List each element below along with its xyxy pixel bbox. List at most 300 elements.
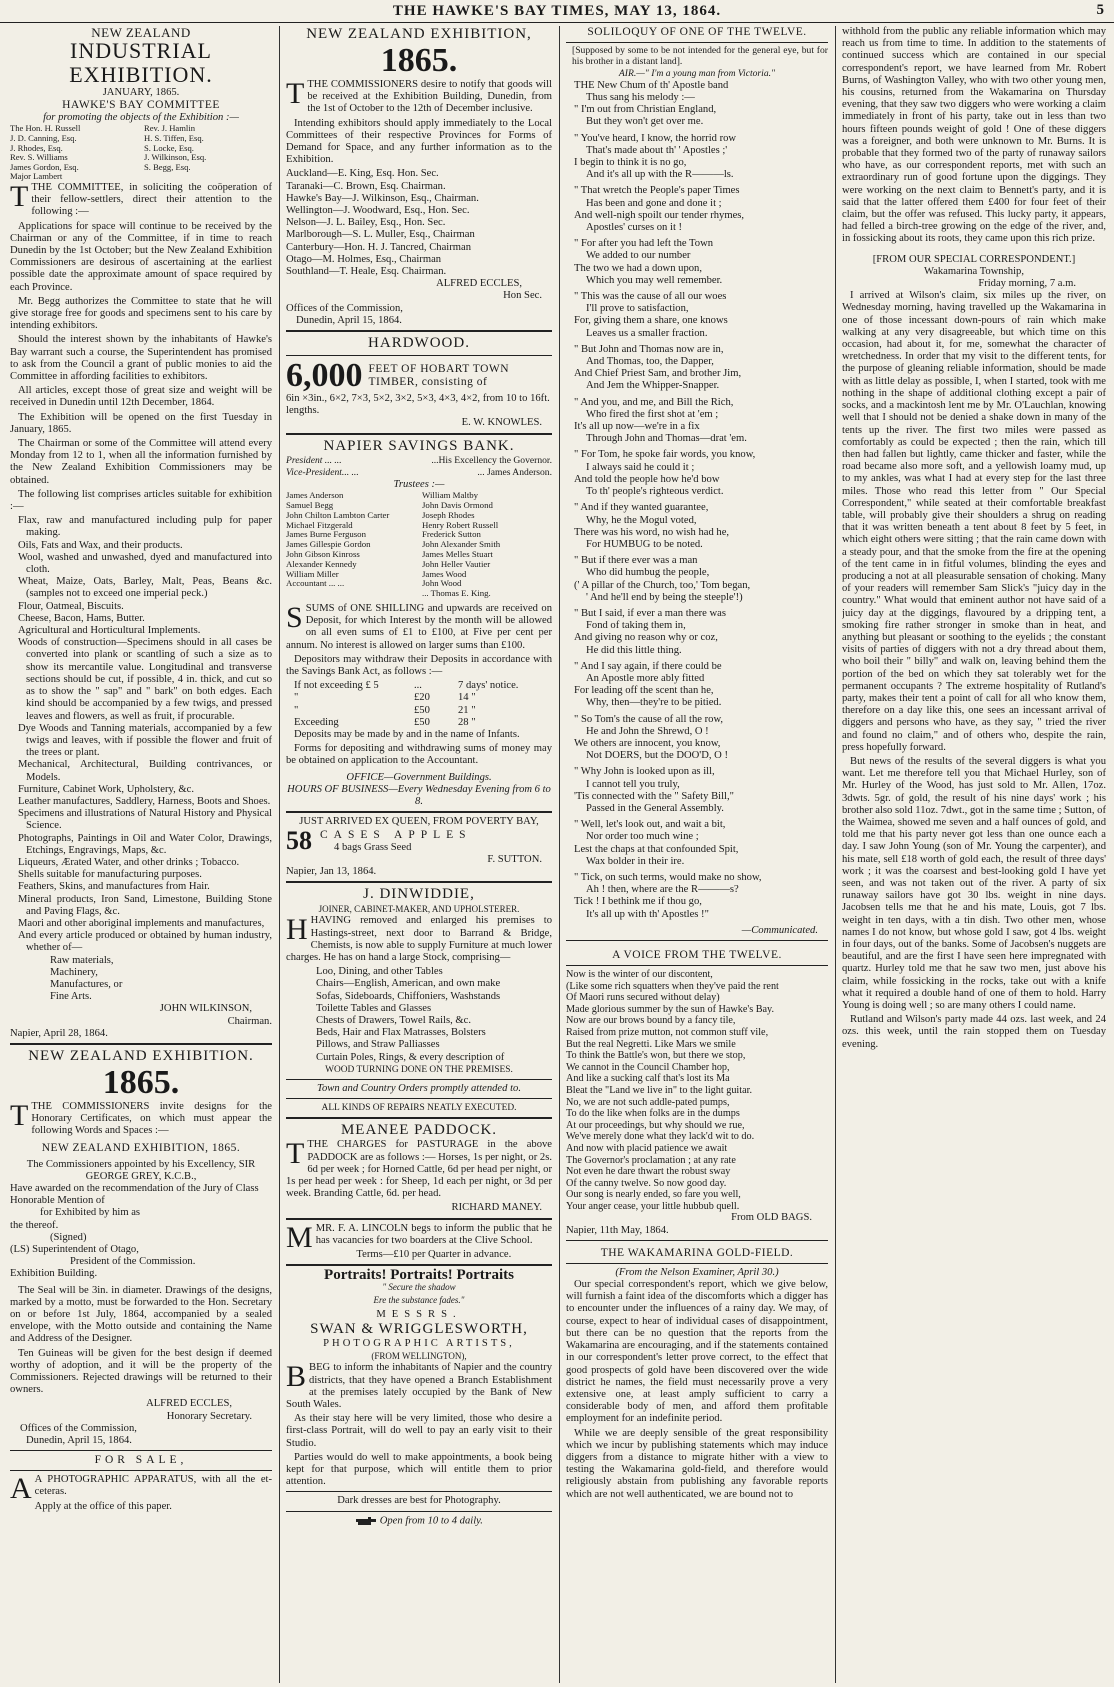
list-item: Cheese, Bacon, Hams, Butter.	[18, 612, 145, 624]
poem-line: I'll prove to satisfaction,	[586, 303, 689, 315]
poem-line: Lest the chaps at that confounded Spit,	[574, 843, 739, 855]
committee-list	[286, 168, 552, 278]
ad-paragraph: FEET OF HOBART TOWN TIMBER, consisting of	[368, 363, 510, 389]
ad-paragraph: The Seal will be 3in. in diameter. Drawings of the designs, marked by a motto, must be forwarded to the Hon. Secretary on or before 1st July, 1864, accompanied by a sealed envelope, with the Motto outside and containing the Name and Address of the Designer.	[10, 1284, 272, 1345]
office: Offices of the Commission,	[20, 1422, 137, 1434]
poem-line: The two we had a down upon,	[574, 262, 702, 274]
committee-member: J. Rhodes, Esq.	[10, 142, 63, 153]
poem-line: (' A pillar of the Church, too,' Tom began,	[574, 579, 751, 591]
committee-line: Nelson—J. L. Bailey, Esq., Hon. Sec.	[286, 217, 446, 229]
table-cell: £50	[414, 716, 430, 728]
ad-paragraph: As their stay here will be very limited, those who desire a first-class Portrait, will do well to pay an early visit to their Studio.	[286, 1413, 552, 1449]
trustee: James Burne Ferguson	[286, 529, 366, 540]
poem-line: We added to our number	[586, 250, 691, 262]
signer-title: Chairman.	[227, 1015, 272, 1027]
certificate-line: Exhibition Building.	[10, 1268, 98, 1280]
list-item: Maori and other aboriginal implements and manufactures,	[18, 917, 265, 929]
poem-title: A VOICE FROM THE TWELVE.	[612, 949, 782, 961]
list-item: Mineral products, Iron Sand, Limestone, Building Stone and Paving Flags, &c.	[18, 893, 272, 917]
trustee: Samuel Begg	[286, 500, 334, 511]
article-source: (From the Nelson Examiner, April 30.)	[615, 1266, 779, 1278]
place-date: Napier, Jan 13, 1864.	[286, 865, 377, 877]
certificate-line: The Commissioners appointed by his Excellency, SIR GEORGE GREY, K.C.B.,	[26, 1158, 256, 1182]
trustee: Henry Robert Russell	[422, 519, 499, 530]
trustee: John Alexander Smith	[422, 539, 501, 550]
trustee: James Melles Stuart	[422, 549, 493, 560]
committee-line: Auckland—E. King, Esq. Hon. Sec.	[286, 168, 439, 180]
poem-line: For, giving them a share, one knows	[574, 315, 728, 327]
ad-paragraph: MESSRS.	[376, 1308, 462, 1320]
poem-stanza	[566, 291, 828, 340]
poem-line: " So Tom's the cause of all the row,	[574, 713, 724, 725]
poem-line: 'Tis connected with the " Safety Bill,"	[574, 790, 734, 802]
ad-paragraph: THE COMMISSIONERS invite designs for the Honorary Certificates, on which must appear the following Words and Spaces :—	[31, 1100, 272, 1137]
poem-line: Which you may well remember.	[586, 274, 723, 286]
ad-subheading: PHOTOGRAPHIC ARTISTS,	[323, 1338, 515, 1349]
poem-line: " You've heard, I know, the horrid row	[574, 132, 737, 144]
signer: JOHN WILKINSON,	[159, 1003, 252, 1015]
poem-line: And Jem the Whipper-Snapper.	[586, 380, 720, 392]
newspaper-title: THE HAWKE'S BAY TIMES, MAY 13, 1864.	[392, 3, 722, 19]
table-row	[294, 680, 552, 692]
poem-line: We others are innocent, you know,	[574, 737, 721, 749]
label: President ... ...	[286, 454, 342, 466]
poem-line: No, we are not such addle-pated pumps,	[566, 1096, 730, 1108]
column-rule	[279, 26, 280, 1683]
signer: ALFRED ECCLES,	[436, 278, 522, 290]
list-item: Machinery,	[50, 966, 98, 978]
ad-heading: JUST ARRIVED EX QUEEN, FROM POVERTY BAY,	[299, 816, 539, 828]
stock-list	[286, 966, 552, 1064]
ad-year: 1865.	[102, 1063, 180, 1101]
poem-line: I begin to think it is no go,	[574, 157, 687, 169]
poem-line: " This was the cause of all our woes	[574, 291, 727, 303]
poem-line: He and John the Shrewd, O !	[586, 725, 709, 737]
poem-line: There was his word, no wish had he,	[574, 526, 730, 538]
stock-item: Beds, Hair and Flax Matrasses, Bolsters	[316, 1027, 486, 1039]
table-row	[294, 705, 552, 717]
list-item: Mechanical, Architectural, Building contrivances, or Models.	[18, 759, 272, 783]
ad-date: JANUARY, 1865.	[102, 87, 180, 98]
poem-line: " But John and Thomas now are in,	[574, 343, 724, 355]
committee-line: Marlborough—S. L. Muller, Esq., Chairman	[286, 229, 475, 241]
poem-air: AIR.—" I'm a young man from Victoria."	[618, 67, 776, 79]
signer: F. SUTTON.	[487, 853, 542, 865]
trustee: William Miller	[286, 568, 339, 579]
poem-line: Now are our brows bound by a fancy tile,	[566, 1015, 736, 1027]
stock-item: Toilette Tables and Glasses	[316, 1002, 432, 1014]
list-item: Shells suitable for manufacturing purposes.	[18, 869, 202, 881]
certificate-line: for Exhibited by him as	[40, 1207, 141, 1219]
firm-name: SWAN & WRIGGLESWORTH,	[310, 1321, 528, 1337]
table-cell: 21 "	[458, 704, 476, 716]
dispatch-place: Wakamarina Township,	[923, 265, 1024, 277]
poem-line: For HUMBUG to be noted.	[586, 538, 703, 550]
committee-line: Canterbury—Hon. H. J. Tancred, Chairman	[286, 241, 471, 253]
stock-item: Chests of Drawers, Towel Rails, &c.	[316, 1014, 472, 1026]
committee-member: J. D. Canning, Esq.	[10, 133, 77, 143]
poem-line: Apostles' curses on it !	[586, 222, 683, 234]
ad-paragraph: Applications for space will continue to be received by the Chairman or any of the Committee, if in time to reach Dunedin by the 1st October; but the New Zealand Exhibition Commissioners are desirous of ascertaining at the earliest possible date the approximate amount of space required by each Province.	[10, 220, 272, 293]
trustee: Accountant ... ...	[286, 578, 345, 589]
ad-quote: Ere the substance fades."	[373, 1294, 465, 1305]
poem-line: Why, then—they're to be pitied.	[586, 697, 722, 709]
ad-heading: J. DINWIDDIE,	[363, 886, 475, 903]
column-4	[842, 26, 1106, 1683]
poem-stanza	[566, 819, 828, 868]
poem-line: But the real Negretti. Like Mars we smile	[566, 1038, 736, 1050]
stock-item: Loo, Dining, and other Tables	[316, 966, 443, 978]
table-cell: 7 days' notice.	[458, 680, 519, 692]
column-rule	[835, 26, 836, 1683]
list-item: Flax, raw and manufactured including pulp for paper making.	[18, 515, 272, 539]
table-cell: 14 "	[458, 692, 476, 704]
ad-paragraph: BEG to inform the inhabitants of Napier and the country districts, that they have opened a Branch Establishment at the premises lately occupied by the Bank of New South Wales.	[286, 1362, 552, 1411]
poem-line: " Tick, on such terms, would make no show,	[574, 871, 762, 883]
trustee: ... Thomas E. King.	[422, 588, 491, 599]
list-item: Leather manufactures, Saddlery, Harness, Boots and Shoes.	[18, 795, 271, 807]
committee-line: Wellington—J. Woodward, Esq., Hon. Sec.	[286, 205, 470, 217]
ad-paragraph: Intending exhibitors should apply immediately to the Local Committees of their respective Provinces for Forms of Demand for Space, and any further information as to the Exhibition.	[286, 117, 552, 166]
poem-line: Ah ! then, where are the R———s?	[586, 884, 739, 896]
value: ...His Excellency the Governor.	[431, 454, 552, 466]
signer-title: Honorary Secretary.	[166, 1410, 252, 1422]
committee-line: Hawke's Bay—J. Wilkinson, Esq., Chairman.	[286, 192, 479, 204]
place-date: Dunedin, April 15, 1864.	[26, 1435, 132, 1447]
committee-member: S. Begg, Esq.	[144, 161, 191, 172]
list-item: Fine Arts.	[50, 991, 92, 1003]
committee-member: The Hon. H. Russell	[10, 123, 81, 134]
signer: ALFRED ECCLES,	[146, 1398, 232, 1410]
list-item: Oils, Fats and Wax, and their products.	[18, 539, 183, 551]
poem-line: And now with placid patience we await	[566, 1142, 728, 1154]
poem-line: " But I said, if ever a man there was	[574, 607, 726, 619]
table-cell: "	[294, 704, 299, 716]
table-row	[294, 692, 552, 704]
stock-item: Chairs—English, American, and own make	[316, 978, 501, 990]
poem-line: Through John and Thomas—drat 'em.	[586, 433, 747, 445]
trustee: William Maltby	[422, 490, 479, 501]
poem-line: Not DOERS, but the DOO'D, O !	[586, 750, 728, 762]
dispatch-time: Friday morning, 7 a.m.	[978, 278, 1076, 290]
place-date: Dunedin, April 15, 1864.	[296, 314, 402, 326]
ad-paragraph: THE CHARGES for PASTURAGE in the above PADDOCK are as follows :— Horses, 1s per night, or 2s. 6d per week ; for Horned Cattle, 6d per head per night, or 1s per head per week : for Sheep, 1d each per night, or 3d per week. Branding Cattle, 6d. per head.	[286, 1139, 552, 1200]
poem-line: And told the people how he'd bow	[574, 473, 720, 485]
trustee: James Anderson	[286, 490, 344, 501]
ad-paragraph: The Exhibition will be opened on the first Tuesday in January, 1865.	[10, 411, 272, 435]
office: OFFICE—Government Buildings.	[346, 771, 492, 783]
list-item: Manufactures, or	[50, 978, 123, 990]
certificate-line: (Signed)	[50, 1231, 87, 1243]
ad-paragraph: HAVING removed and enlarged his premises to Hastings-street, next door to Barrand & Bridge, Chemists, is now able to supply Furniture at much lower charges. He has on hand a large Stock, comprising—	[286, 915, 552, 963]
poem-line: Why, he the Mogul voted,	[586, 514, 697, 526]
poem-line: THE New Chum of th' Apostle band	[574, 79, 729, 91]
list-item: Feathers, Skins, and manufactures from Hair.	[18, 881, 210, 893]
trustee: Frederick Sutton	[422, 529, 481, 540]
poem-body	[566, 969, 828, 1212]
poem-sign: —Communicated.	[741, 924, 818, 936]
poem-stanza	[566, 608, 828, 657]
poem-line: And well-nigh spoilt our tender rhymes,	[574, 209, 745, 221]
ad-paragraph: ALL KINDS OF REPAIRS NEATLY EXECUTED.	[321, 1103, 517, 1114]
stock-item: Pillows, and Straw Palliasses	[316, 1039, 440, 1051]
poem-stanza	[566, 397, 828, 446]
certificate-line: President of the Commission.	[70, 1256, 196, 1268]
poem-line: It's all up with th' Apostles !"	[586, 908, 709, 920]
poem-stanza	[566, 80, 828, 129]
stock-item: Sofas, Sideboards, Chiffoniers, Washstands	[316, 990, 501, 1002]
poem-line: " For Tom, he spoke fair words, you know,	[574, 449, 756, 461]
poem-line: Bleat the "Land we live in" to the light guitar.	[566, 1084, 752, 1096]
ad-paragraph: Deposits may be made by and in the name of Infants.	[294, 729, 520, 741]
table-cell: £50	[414, 704, 430, 716]
list-item: And every article produced or obtained by human industry, whether of—	[18, 930, 272, 954]
poem-line: Wax bolder in their ire.	[586, 855, 685, 867]
stock-item: Curtain Poles, Rings, & every description of	[316, 1051, 505, 1063]
trustee: Michael Fitzgerald	[286, 519, 353, 530]
article-paragraph: I arrived at Wilson's claim, six miles up the river, on Wednesday morning, having travelled up the Wakamarina in one of those incessant down-pours of rain which make walking at any very disagreeable, but which time on this occasion, had about it, for me, somewhat the character of wretchedness. In order that my visit to the different tents, for the purpose of gleaning reliable information, should be made with as little delay as possible, I, when I started, took with me nothing in the shape of additional clothing except a pair of socks, and a mackintosh lent me by Mr. O'Lauchlan, knowing well that I should not be denied a shake down in many of the tents up the river. The first two miles were passed as comfortably as could be expected ; then the rain, which till then had fallen but lightly, came thicker and faster, while the road became also more soft, and a yellowish loamy mud, up to my ankles, was what I had at every step for the last three miles. Those who read this letter from " Our Special Correspondent," while seated at their comfortable breakfast table, will probably give their shoulders a shrug on reading that it was written beneath a tent about 8 feet by 5 feet, in which eight others were sitting ; that the rain came down with a steady pour, and that the smoke from the fire at the opening of the tent came in in fitful volumes, blinding the eyes and producing a not at all pleasurable sensation of choking. Many of your readers will remember Sam Slick's "juicy day in the country." What would that eminent author not have said of a juicy day at the diggings, flavoured by a dripping tent, a smoking fire rather stronger in smoke than in heat, and anything but pleasant or soothing to the eyelids ; the constant visits of parties of diggers with not a dry thread about them, who boil their " billy" and walk on, leaving behind them the portion of the bed on which they sat tolerably wet for the permanent occupants ? The extreme hospitality of Rutland's party, makes their tent a point of call for all who know them, therefore on a day like this, one sees an incessant arrival of diggers and persons who have, as they say, " tried the river and found no claim," and of others who, despite the rain, press hopefully forward.	[842, 290, 1106, 753]
list-item: Wool, washed and unwashed, dyed and manufactured into cloth.	[18, 551, 272, 576]
trustee: Joseph Rhodes	[422, 509, 475, 520]
poem-line: I always said he could it ;	[586, 461, 695, 473]
table-cell: If not exceeding £ 5	[294, 680, 379, 692]
poem-line: " And I say again, if there could be	[574, 660, 722, 672]
poem-line: Has been and gone and done it ;	[586, 197, 722, 209]
poem-line: " And if they wanted guarantee,	[574, 502, 709, 514]
ad-paragraph: All articles, except those of great size and weight will be received in Dunedin until 12th December, 1864.	[10, 385, 272, 409]
poem-stanza	[566, 185, 828, 234]
committee-member: S. Locke, Esq.	[144, 142, 194, 153]
article-paragraph: withhold from the public any reliable information which may reach us from time to time. In addition to the statements of continued success which are contained in our special correspondent's report, we have learned from Mr. Robert Burns, of Washington Valley, who with two other young men, his cousins, returned from the Wakamarina on Thursday evening, that they saw two diggers who were working a claim immediately in front of his party, take out in less than two hours fifteen pounds weight of gold ! One of these diggers was a foreigner, and both were unknown to Mr. Burns. It is probable that they formed two of the party of runaway sailors who have, as our correspondent reports, met with such an extraordinary run of good fortune upon the diggings. They were working on the next claim to Bennett's party, and it is said that the latter offered them £400 for four feet of their claim, but the offer was refused. This lucky party, it appears, had felled a birch-tree growing on the edge of the river, and, in fossicking about its roots, they came upon this rich prize.	[842, 26, 1106, 245]
poem-stanza	[566, 133, 828, 182]
poem-line: Who did humbug the people,	[586, 567, 710, 579]
table-cell: ...	[414, 680, 422, 692]
ad-heading: FOR SALE,	[94, 1454, 188, 1467]
committee-member: H. S. Tiffen, Esq.	[144, 133, 204, 143]
table-cell: Exceeding	[294, 716, 339, 728]
ad-paragraph: Ten Guineas will be given for the best design if deemed worthy of adoption, and it will be the property of the Commissioners. Rejected drawings will be returned to their owners.	[10, 1347, 272, 1396]
list-item: Flour, Oatmeal, Biscuits.	[18, 600, 124, 612]
poem-stanza	[566, 766, 828, 815]
committee-member: Rev. J. Hamlin	[144, 123, 195, 134]
committee-title: HAWKE'S BAY COMMITTEE	[62, 99, 220, 112]
ad-paragraph: Forms for depositing and withdrawing sums of money may be obtained on application to the Accountant.	[286, 743, 552, 767]
trustee: Alexander Kennedy	[286, 558, 357, 569]
poem-line: It's all up now—we're in a fix	[574, 421, 700, 433]
ad-paragraph: THE COMMISSIONERS desire to notify that goods will be received at the Exhibition Building, Dunedin, from the 1st of October to the 12th of December inclusive.	[307, 79, 552, 115]
signer: RICHARD MANEY.	[451, 1202, 542, 1214]
poem-line: We cannot in the Council Chamber hop,	[566, 1061, 730, 1073]
certificate-line: the thereof.	[10, 1219, 59, 1231]
poem-line: And Thomas, too, the Dapper,	[586, 356, 714, 368]
poem-line: Passed in the General Assembly.	[586, 802, 724, 814]
ad-subheading: JOINER, CABINET-MAKER, AND UPHOLSTERER.	[318, 904, 520, 915]
ad-quote: " Secure the shadow	[382, 1282, 456, 1293]
poem-stanza	[566, 872, 828, 921]
list-item: Dye Woods and Tanning materials, accompanied by a few twigs and leaves, with if possible the flower and fruit of the trees or plant.	[18, 722, 272, 759]
committee-members	[10, 124, 272, 182]
article-paragraph: Rutland and Wilson's party made 44 ozs. last week, and 24 ozs. this week, until the rain stopped them on Tuesday evening.	[842, 1014, 1106, 1050]
trustee: John Chilton Lambton Carter	[286, 509, 390, 520]
certificate-line: Have awarded on the recommendation of the Jury of Class Honorable Mention of	[10, 1183, 259, 1207]
poem-line: " I'm out from Christian England,	[574, 104, 717, 116]
poem-line: Not even he dare thwart the robust sway	[566, 1166, 731, 1178]
poem-line: But they won't get over me.	[586, 116, 704, 128]
poem-line: An Apostle more ably fitted	[586, 672, 705, 684]
page-number: 5	[1096, 2, 1104, 18]
ad-paragraph: The Chairman or some of the Committee will attend every Monday from 12 to 1, when all the information furnished by the New Zealand Exhibition Commissioners may be obtained.	[10, 438, 272, 486]
list-item: Woods of construction—Specimens should in all cases be converted into plank or scantling of such a size as to show its mercantile value. Longitudinal and transverse sections should be cut, if possible, 4 in. thick, and cut so as to show the " sap" and " bark" on both edges. Each kind should be accompanied by a few twigs, and pressed leaves and flowers, as well as fruit, if procurable.	[18, 637, 272, 722]
ad-footer: Apply at the office of this paper.	[34, 1500, 172, 1512]
notice-table	[286, 680, 552, 729]
poem-line: Who fired the first shot at 'em ;	[586, 408, 719, 420]
ad-paragraph: Terms—£10 per Quarter in advance.	[356, 1248, 512, 1260]
ad-heading: MEANEE PADDOCK.	[340, 1122, 498, 1139]
poem-line: (Like some rich squatters when they've paid the rent	[566, 980, 779, 992]
committee-line: Otago—M. Holmes, Esq., Chairman	[286, 253, 442, 265]
poem-line: " That wretch the People's paper Times	[574, 185, 740, 197]
poem-line: " But if there ever was a man	[574, 555, 698, 567]
trustee: John Wood	[422, 578, 462, 589]
poem-line: Raised from prize mutton, not common stuff vile,	[566, 1026, 769, 1038]
list-item: Photographs, Paintings in Oil and Water Color, Drawings, Etchings, Engravings, Maps, &c.	[18, 832, 272, 856]
poem-line: " And you, and me, and Bill the Rich,	[574, 396, 734, 408]
trustee: John Davis Ormond	[422, 500, 493, 511]
poem-line: Your anger cease, your little hubbub quell.	[566, 1200, 740, 1212]
ad-paragraph: The following list comprises articles suitable for exhibition :—	[10, 488, 272, 513]
value: ... James Anderson.	[477, 466, 552, 478]
poem-line: And it's all up with the R———ls.	[586, 169, 734, 181]
poem-line: For leading off the scent than he,	[574, 685, 714, 697]
trustee: James Gillespie Gordon	[286, 539, 371, 550]
place-date: Napier, April 28, 1864.	[10, 1027, 108, 1039]
signer: E. W. KNOWLES.	[461, 417, 542, 429]
poem-note: [Supposed by some to be not intended for the general eye, but for his brother in a distant land].	[572, 45, 828, 67]
ad-paragraph: Should the interest shown by the inhabitants of Hawke's Bay warrant such a course, the Superintendent has promised to ask from the Council a grant of public monies to aid the Committee in affording facilities to exhibitors.	[10, 334, 272, 383]
trustee: John Gibson Kinross	[286, 549, 360, 560]
ad-paragraph: CASES APPLES	[320, 828, 472, 841]
poem-line: " For after you had left the Town	[574, 238, 714, 250]
committee-member: Major Lambert	[10, 171, 63, 182]
poem-stanza	[566, 714, 828, 763]
timber-quantity: 6,000	[286, 357, 363, 395]
ad-heading: NEW ZEALAND	[91, 26, 191, 40]
ad-paragraph: MR. F. A. LINCOLN begs to inform the public that he has vacancies for two boarders at the Clive School.	[315, 1222, 552, 1246]
poem-line: I cannot tell you truly,	[586, 778, 680, 790]
poem-stanza	[566, 555, 828, 604]
poem-line: Of the canny twelve. So now good day.	[566, 1177, 727, 1189]
exhibit-list	[10, 515, 272, 954]
committee-member: James Gordon, Esq.	[10, 161, 79, 172]
poem-line: Nor order too much wine ;	[586, 831, 699, 843]
poem-line: He did this little thing.	[586, 644, 682, 656]
ad-subheading: NEW ZEALAND EXHIBITION, 1865.	[41, 1141, 241, 1154]
list-item: Raw materials,	[50, 954, 114, 966]
list-item: Wheat, Maize, Oats, Barley, Malt, Peas, Beans &c. (samples not to exceed one imperial peck.)	[18, 576, 272, 600]
certificate-line: (LS) Superintendent of Otago,	[10, 1244, 139, 1256]
masthead	[0, 0, 1114, 23]
ad-heading: NEW ZEALAND EXHIBITION.	[28, 1047, 254, 1064]
poem-line: And like a sucking calf that's lost its Ma	[566, 1073, 730, 1085]
ad-paragraph: Dark dresses are best for Photography.	[337, 1495, 501, 1507]
poem-line: Tick ! I bethink me if thou go,	[574, 896, 702, 908]
poem-line: To think the Battle's won, but there we stop,	[566, 1050, 746, 1062]
poem-line: To do the like when folks are in the dumps	[566, 1108, 740, 1120]
ad-paragraph: 4 bags Grass Seed	[334, 841, 412, 853]
poem-line: Fond of taking them in,	[586, 620, 686, 632]
poem-line: To th' people's righteous verdict.	[586, 486, 724, 498]
ad-paragraph: Town and Country Orders promptly attended to.	[317, 1082, 521, 1094]
label: Vice-President... ...	[286, 466, 359, 478]
column-2: NEW ZEALAND EXHIBITION, 1865. TTHE COMMISSIONERS desire to notify that goods will be received at the Exhibition Building, Dunedin, from the 1st of October to the 12th of December inclusive. Intending exhibitors should apply immediately to the Local Committees of their respective Provinces for Forms of Demand for Space, and any further information as to the Exhibition. Auckland—E. King, Esq. Hon. Sec. Taranaki—C. Brown, Esq. Chairman. Hawke's Bay—J. Wilkinson, Esq., Chairman. Wellington—J. Woodward, Esq., Hon. Sec. Nelson—J. L. Bailey, Esq., Hon. Sec. Marlborough—S. L. Muller, Esq., Chairman Canterbury—Hon. H. J. Tancred, Chairman Otago—M. Holmes, Esq., Chairman Southland—T. Heale, Esq. Chairman. ALFRED ECCLES, Hon Sec. Offices of the Commission, Dunedin, April 15, 1864. HARDWOOD. 6,000 FEET OF HOBART TOWN TIMBER, consisting of 6in ×3in., 6×2, 7×3, 5×2, 3×2, 5×3, 4×3, 4×2, from 10 to 16ft. lengths. E. W. KNOWLES. NAPIER SAVINGS BANK. President ... ... ...His Excellency the Governor. Vice-President... ... ... James Anderson. Trustees :— James Anderson Samuel Begg John Chilton Lambton Carter Michael Fitzgerald James Burne Ferguson James Gillespie Gordon John Gibson Kinross Alexander Kennedy William Miller Accountant ... ... William Maltby John Davis Ormond Joseph Rhodes Henry Robert Russell Frederick Sutton John Alexander Smith James Melles Stuart John Heller Vautier James Wood John Wood ... Thomas E. King. SSUMS of ONE SHILLING and upwards are received on Deposit, for which Interest by the month will be allowed on all even sums of £1 to £100, at Five per cent per annum. No interest is allowed on larger sums than £100. Depositors may withdraw their Deposits in accordance with the Savings Bank Act, as follows :— If not exceeding £ 5 ... 7 days' notice. " £20 14 " " £50 21 " Exceeding £50 28 " Deposits may be made by and in the name of Infants. Forms for depositing and withdrawing sums of money may be obtained on application to the Accountant. OFFICE—Government Buildings. HOURS OF BUSINESS—Every Wednesday Evening from 6 to 8. JUST ARRIVED EX QUEEN, FROM POVERTY BAY, 58 CASES APPLES 4 bags Grass Seed F. SUTTON. Napier, Jan 13, 1864. J. DINWIDDIE, JOINER, CABINET-MAKER, AND UPHOLSTERER. HHAVING removed and enlarged his premises to Hastings-street, next door to Barrand & Bridge, Chemists, is now able to supply Furniture at much lower charges. He has on hand a large Stock, comprising— Loo, Dining, and other Tables Chairs—English, American, and own make Sofas, Sideboards, Chiffoniers, Washstands Toilette Tables and Glasses Chests of Drawers, Towel Rails, &c. Beds, Hair and Flax Matrasses, Bolsters Pillows, and Straw Palliasses Curtain Poles, Rings, & every description of WOOD TURNING DONE ON THE PREMISES. Town and Country Orders promptly attended to. ALL KINDS OF REPAIRS NEATLY EXECUTED. MEANEE PADDOCK. TTHE CHARGES for PASTURAGE in the above PADDOCK are as follows :— Horses, 1s per night, or 2s. 6d per week ; for Horned Cattle, 6d per head per night, or 1s per head per week : for Sheep, 1d each per night, or 3d per week. Branding Cattle, 6d. per head. RICHARD MANEY. MMR. F. A. LINCOLN begs to inform the public that he has vacancies for two boarders at the Clive School. Terms—£10 per Quarter in advance. Portraits! Portraits! Portraits " Secure the shadow Ere the substance fades." MESSRS. SWAN & WRIGGLESWORTH, PHOTOGRAPHIC ARTISTS, (FROM WELLINGTON), BBEG to inform the inhabitants of Napier and the country districts, that they have opened a Branch Establishment at the premises lately occupied by the Bank of New South Wales. As their stay here will be very limited, those who desire a first-class Portrait, will do well to pay an early visit to their Studio. Parties would do well to make appointments, a book being kept for that purpose, which will entitle them to prior attention. Dark dresses are best for Photography. Open from 10 to 4 daily.	[286, 26, 552, 1527]
article-title: THE WAKAMARINA GOLD-FIELD.	[600, 1246, 794, 1259]
poem-line: Now is the winter of our discontent,	[566, 969, 713, 980]
article-paragraph: Our special correspondent's report, which we give below, will furnish a faint idea of the discomforts which a digger has to encounter under the influences of a rainy day. We may, of course, expect to hear of individual cases of disappointment, but there can be no question that the reports from the Wakamarina are encouraging, and if the statements contained in our correspondent's letter prove correct, to the effect that good prospects of gold have been discovered over the wide district he names, the field must necessarily prove a very extensive one, at least amply sufficient to carry a considerable body of men, and afford them profitable employment for an indefinite period.	[566, 1279, 828, 1425]
poem-line: Leaves us a smaller fraction.	[586, 327, 708, 339]
ad-year: 1865.	[380, 42, 458, 79]
office: Offices of the Commission,	[286, 302, 403, 314]
ad-heading: HARDWOOD.	[368, 335, 470, 352]
poem-sign: From OLD BAGS.	[731, 1212, 812, 1224]
article-paragraph: While we are deeply sensible of the great responsibility which we incur by publishing statements which may induce diggers from a distance to migrate hither with a view to testing the Wakamarina gold-field, and therefore would religiously abstain from publishing any favorable reports which are not well authenticated, we are bound not to	[566, 1427, 828, 1500]
column-rule	[559, 26, 560, 1683]
poem-line: We've merely done what they lack'd wit to do.	[566, 1131, 755, 1143]
ad-paragraph: THE COMMITTEE, in soliciting the coöperation of their fellow-settlers, direct their attention to the following :—	[31, 181, 272, 218]
list-item: Liqueurs, Ærated Water, and other drinks ; Tobacco.	[18, 856, 240, 868]
poem-stanza	[566, 344, 828, 393]
committee-line: Taranaki—C. Brown, Esq. Chairman.	[286, 180, 446, 192]
ad-subheading: (FROM WELLINGTON),	[371, 1351, 467, 1362]
table-cell: £20	[414, 692, 430, 704]
list-item: Furniture, Cabinet Work, Upholstery, &c.	[18, 783, 194, 795]
committee-line: Southland—T. Heale, Esq. Chairman.	[286, 266, 447, 278]
poem-line: And giving no reason why or coz,	[574, 632, 718, 644]
case-count: 58	[286, 826, 312, 855]
ad-paragraph: Depositors may withdraw their Deposits in accordance with the Savings Bank Act, as follows :—	[286, 653, 552, 678]
poem-line: Made glorious summer by the sun of Hawke's Bay.	[566, 1003, 775, 1015]
trustee: John Heller Vautier	[422, 558, 491, 569]
poem-line: " Well, let's look out, and wait a bit,	[574, 819, 726, 831]
column-1: NEW ZEALAND INDUSTRIAL EXHIBITION. JANUARY, 1865. HAWKE'S BAY COMMITTEE for promoting the objects of the Exhibition :— The Hon. H. Russell J. D. Canning, Esq. J. Rhodes, Esq. Rev. S. Williams James Gordon, Esq. Major Lambert Rev. J. Hamlin H. S. Tiffen, Esq. S. Locke, Esq. J. Wilkinson, Esq. S. Begg, Esq. TTHE COMMITTEE, in soliciting the coöperation of their fellow-settlers, direct their attention to the following :— Applications for space will continue to be received by the Chairman or any of the Committee, if in time to reach Dunedin by the 1st October; but the New Zealand Exhibition Commissioners are desirous of ascertaining at the earliest possible date the approximate amount of space required by each Province. Mr. Begg authorizes the Committee to state that he will give storage free for goods and specimens sent to his care by intending exhibitors. Should the interest shown by the inhabitants of Hawke's Bay warrant such a course, the Superintendent has promised to ask from the Council a grant of public monies to aid the Committee in affording facilities to exhibitors. All articles, except those of great size and weight will be received in Dunedin until 12th December, 1864. The Exhibition will be opened on the first Tuesday in January, 1865. The Chairman or some of the Committee will attend every Monday from 12 to 1, when all the information furnished by the New Zealand Exhibition Commissioners may be obtained. The following list comprises articles suitable for exhibition :— Flax, raw and manufactured including pulp for paper making. Oils, Fats and Wax, and their products. Wool, washed and unwashed, dyed and manufactured into cloth. Wheat, Maize, Oats, Barley, Malt, Peas, Beans &c. (samples not to exceed one imperial peck.) Flour, Oatmeal, Biscuits. Cheese, Bacon, Hams, Butter. Agricultural and Horticultural Implements. Woods of construction—Specimens should in all cases be converted into plank or scantling of such a size as to show its mercantile value. Longitudinal and transverse sections should be cut, if possible, 4 in. thick, and cut so as to show the " sap" and " bark" on both edges. Each kind should be accompanied by a few twigs, and pressed leaves and flowers, as well as fruit, if procurable. Dye Woods and Tanning materials, accompanied by a few twigs and leaves, with if possible the flower and fruit of the trees or plant. Mechanical, Architectural, Building contrivances, or Models. Furniture, Cabinet Work, Upholstery, &c. Leather manufactures, Saddlery, Harness, Boots and Shoes. Specimens and illustrations of Natural History and Physical Science. Photographs, Paintings in Oil and Water Color, Drawings, Etchings, Engravings, Maps, &c. Liqueurs, Ærated Water, and other drinks ; Tobacco. Shells suitable for manufacturing purposes. Feathers, Skins, and manufactures from Hair. Mineral products, Iron Sand, Limestone, Building Stone and Paving Flags, &c. Maori and other aboriginal implements and manufactures, And every article produced or obtained by human industry, whether of— Raw materials, Machinery, Manufactures, or Fine Arts. JOHN WILKINSON, Chairman. Napier, April 28, 1864. NEW ZEALAND EXHIBITION. 1865. TTHE COMMISSIONERS invite designs for the Honorary Certificates, on which must appear the following Words and Spaces :— NEW ZEALAND EXHIBITION, 1865. The Commissioners appointed by his Excellency, SIR GEORGE GREY, K.C.B., Have awarded on the recommendation of the Jury of Class Honorable Mention of for Exhibited by him as the thereof. (Signed) (LS) Superintendent of Otago, President of the Commission. Exhibition Building. The Seal will be 3in. in diameter. Drawings of the designs, marked by a motto, must be forwarded to the Hon. Secretary on or before 1st July, 1864, accompanied by a sealed envelope, with the Motto outside and containing the Name and Address of the Designer. Ten Guineas will be given for the best design if deemed worthy of adoption, and it will be the property of the Commissioners. Rejected drawings will be returned to their owners. ALFRED ECCLES, Honorary Secretary. Offices of the Commission, Dunedin, April 15, 1864. FOR SALE, A A PHOTOGRAPHIC APPARATUS, with all the et-ceteras. Apply at the office of this paper.	[10, 26, 272, 1512]
poem-title: SOLILOQUY OF ONE OF THE TWELVE.	[587, 26, 807, 38]
list-item: Agricultural and Horticultural Implements.	[18, 625, 201, 637]
poem-stanza	[566, 661, 828, 710]
poem-line: And Chief Priest Sam, and brother Jim,	[574, 368, 742, 380]
ad-paragraph: A PHOTOGRAPHIC APPARATUS, with all the et-ceteras.	[34, 1474, 272, 1498]
poem-line: That's made about th' ' Apostles ;'	[586, 144, 728, 156]
column-3	[566, 26, 828, 1683]
ad-heading: NAPIER SAVINGS BANK.	[323, 437, 515, 454]
place-date: Napier, 11th May, 1864.	[566, 1224, 669, 1236]
table-row	[294, 717, 552, 729]
article-paragraph: But news of the results of the several diggers is what you want. Let me therefore tell you that Michael Hurley, son of Mr. Hurley of the Wood, has just sold to Mr. Allen, 17oz. 3dwts. 5gr. of gold, the result of his nine days' work ; his brother also sold 11oz. 7dwt., got in the same time ; Sutton, of the Waimea, showed me seven and a half ounces of gold, and told me that his party never got less than one ounce each a day. I saw John Young (son of Mr. Young the carpenter), and his mate, sell £18 worth of gold each, the result of three days' work ; it was the coarsest and best-looking gold I have yet seen, and was not taken out of the river. A party of six runaway sailors have got 30 lbs. weight in nine days. Jacobsen tells me that he and his mate, Louis, got 7 lbs. weight in ten days, with a tin dish. Two other men, whose names I do not know, but whose gold I saw, got 4 lbs. weight in four days, out of the banks. Some of Jacobsen's nuggets are beautiful, and are the first I have seen here impregnated with quartz. Hurley told me that he saw two men, just above his claim, while fossicking in the rocks, take out with a knife what it required a double hand of one of them to hold. Harry Young is doing well ; so are many others I could name.	[842, 755, 1106, 1012]
poem-stanza	[566, 449, 828, 498]
poem-line: At our proceedings, but why should we rue,	[566, 1119, 745, 1131]
trustees-label: Trustees :—	[393, 479, 445, 491]
poem-line: Our song is nearly ended, so fare you well,	[566, 1189, 741, 1201]
poem-line: The Governor's proclamation ; at any rate	[566, 1154, 736, 1166]
ad-heading: NEW ZEALAND EXHIBITION,	[306, 26, 532, 42]
poem-body	[566, 80, 828, 921]
table-cell: 28 "	[458, 716, 476, 728]
trustee: James Wood	[422, 568, 467, 579]
ad-paragraph: SUMS of ONE SHILLING and upwards are received on Deposit, for which Interest by the month will be allowed on all even sums of £1 to £100, at Five per cent per annum. No interest is allowed on larger sums than £100.	[286, 603, 552, 651]
ad-paragraph: Parties would do well to make appointments, a book being kept for that purpose, which will entitle them to prior attention.	[286, 1451, 552, 1488]
committee-member: J. Wilkinson, Esq.	[144, 152, 207, 163]
poem-stanza	[566, 238, 828, 287]
committee-member: Rev. S. Williams	[10, 152, 68, 163]
list-item: Specimens and illustrations of Natural History and Physical Science.	[18, 808, 272, 832]
